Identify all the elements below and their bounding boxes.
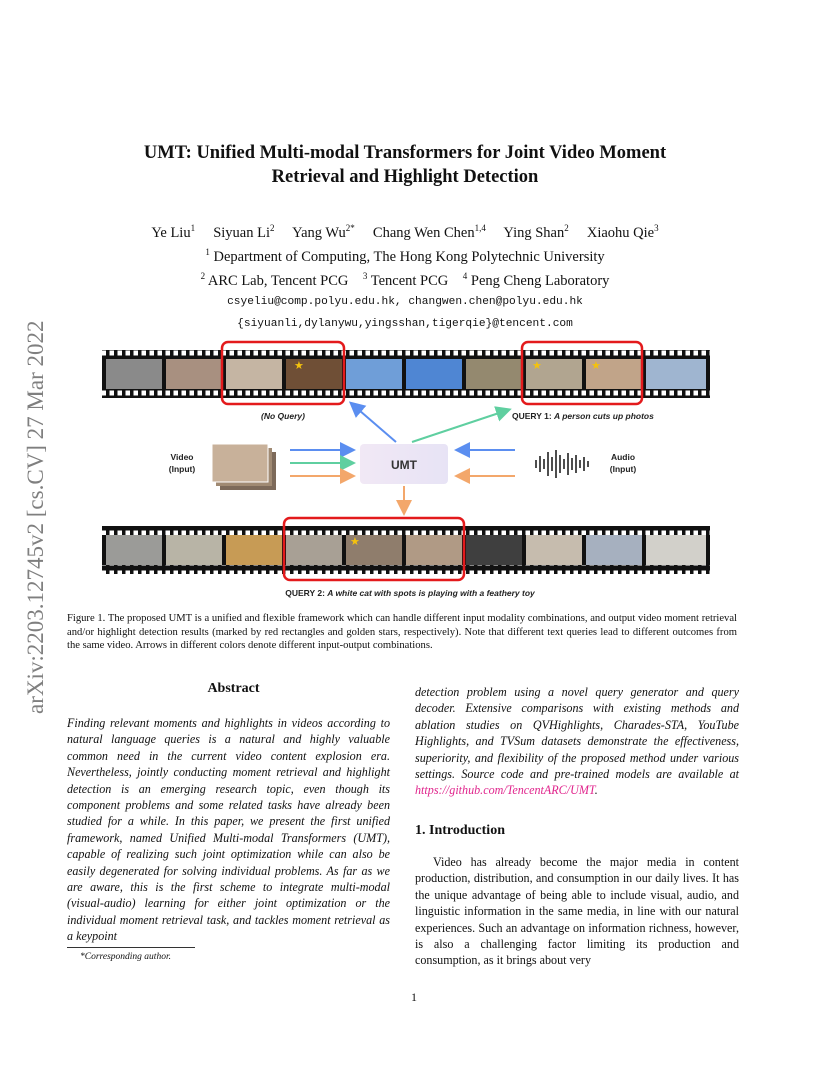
author-list <box>60 219 750 243</box>
star-icon: ★ <box>591 360 601 372</box>
author: Xiaohu Qie$^3$ <box>586 223 659 241</box>
abstract-continuation: detection problem using a novel query generator and query decoder. Extensive comparisons with existing methods and ablation studies on QVHighlights, Charades-STA, YouTube Highlights, and TVSum datasets demonstrate the effectiveness, superiority, and flexibility of the proposed method under various settings. Source code and pre-trained models are available at https://github.com/TencentARC/UMT. <box>415 685 739 798</box>
video-label: Video <box>170 452 194 462</box>
audio-label: Audio <box>610 452 636 462</box>
abstract-heading: Abstract <box>207 681 260 696</box>
query-2-label: QUERY 2: A white cat with spots is playing with a feathery toy <box>285 588 535 598</box>
code-link[interactable]: https://github.com/TencentARC/UMT <box>415 783 595 798</box>
video-sub-label: (Input) <box>168 464 196 474</box>
star-icon: ★ <box>294 360 304 372</box>
bottom-filmstrip <box>102 518 710 580</box>
audio-waveform-icon <box>536 450 588 478</box>
author: Siyuan Li$^2$ <box>213 223 275 241</box>
top-filmstrip <box>102 342 710 404</box>
figure-caption: Figure 1. The proposed UMT is a unified and flexible framework which can handle different input modality combinations, and output video moment retrieval and/or highlight detection results (marked by red rectangles and golden stars, respectively). Note that different text queries lead to different outcomes from the same video. Arrows in different colors denote different input-output combinations. <box>67 613 737 652</box>
title-line-1: UMT: Unified Multi-modal Transformers for Joint Video Moment <box>143 143 667 163</box>
star-icon: ★ <box>350 536 360 548</box>
author: Ye Liu$^1$ <box>151 223 196 241</box>
footnote-rule <box>67 947 195 948</box>
title-line-2: Retrieval and Highlight Detection <box>271 167 539 187</box>
star-icon: ★ <box>532 360 542 372</box>
author-block <box>60 219 750 334</box>
no-query-label: (No Query) <box>261 411 305 421</box>
page-number: 1 <box>411 990 417 1004</box>
figure-1 <box>100 338 720 600</box>
arxiv-stamp: arXiv:2203.12745v2 [cs.CV] 27 Mar 2022 <box>23 320 48 714</box>
author: Chang Wen Chen$^{1,4}$ <box>372 223 486 241</box>
umt-label: UMT <box>391 458 417 472</box>
affiliation-line-1: $^1$ Department of Computing, The Hong Kong Polytechnic University <box>205 246 605 265</box>
introduction-body: Video has already become the major media in content production, distribution, and consumption in our daily lives. It has the unique advantage of being able to include visual, audio, and linguistic information in the same media, in line with our natural experiences. Such an advantage on information richness, however, is also a challenging factor limiting its production and consumption, as it brings about very <box>415 855 739 968</box>
email-line-1: csyeliu@comp.polyu.edu.hk, changwen.chen@polyu.edu.hk <box>227 296 583 309</box>
video-stack-icon <box>212 444 276 490</box>
paper-title <box>80 141 730 189</box>
email-line-2: {siyuanli,dylanywu,yingsshan,tigerqie}@tencent.com <box>237 318 573 331</box>
query-1-label: QUERY 1: A person cuts up photos <box>512 411 654 421</box>
audio-sub-label: (Input) <box>609 464 637 474</box>
author: Ying Shan$^2$ <box>503 223 569 241</box>
affiliation-line-2: $^2$ ARC Lab, Tencent PCG $^3$ Tencent PCG $^4$ Peng Cheng Laboratory <box>200 270 610 289</box>
author: Yang $Wu^{2*}$ <box>292 223 355 241</box>
footnote: *Corresponding author. <box>80 952 171 962</box>
abstract-body: Finding relevant moments and highlights in videos according to natural language queries is a natural and highly valuable common need in the current video content explosion era. Nevertheless, jointly conducting moment retrieval and highlight detection is an emerging research topic, even though its component problems and some related tasks have already been studied for a while. In this paper, we present the first unified framework, named Unified Multi-modal Transformers (UMT), capable of realizing such joint optimization while can also be easily degenerated for solving individual problems. As far as we are aware, this is the first scheme to integrate multi-modal (visual-audio) learning for either joint optimization or the individual moment retrieval task, and tackles moment retrieval as a keypoint <box>67 716 390 944</box>
introduction-heading: 1. Introduction <box>415 823 505 838</box>
